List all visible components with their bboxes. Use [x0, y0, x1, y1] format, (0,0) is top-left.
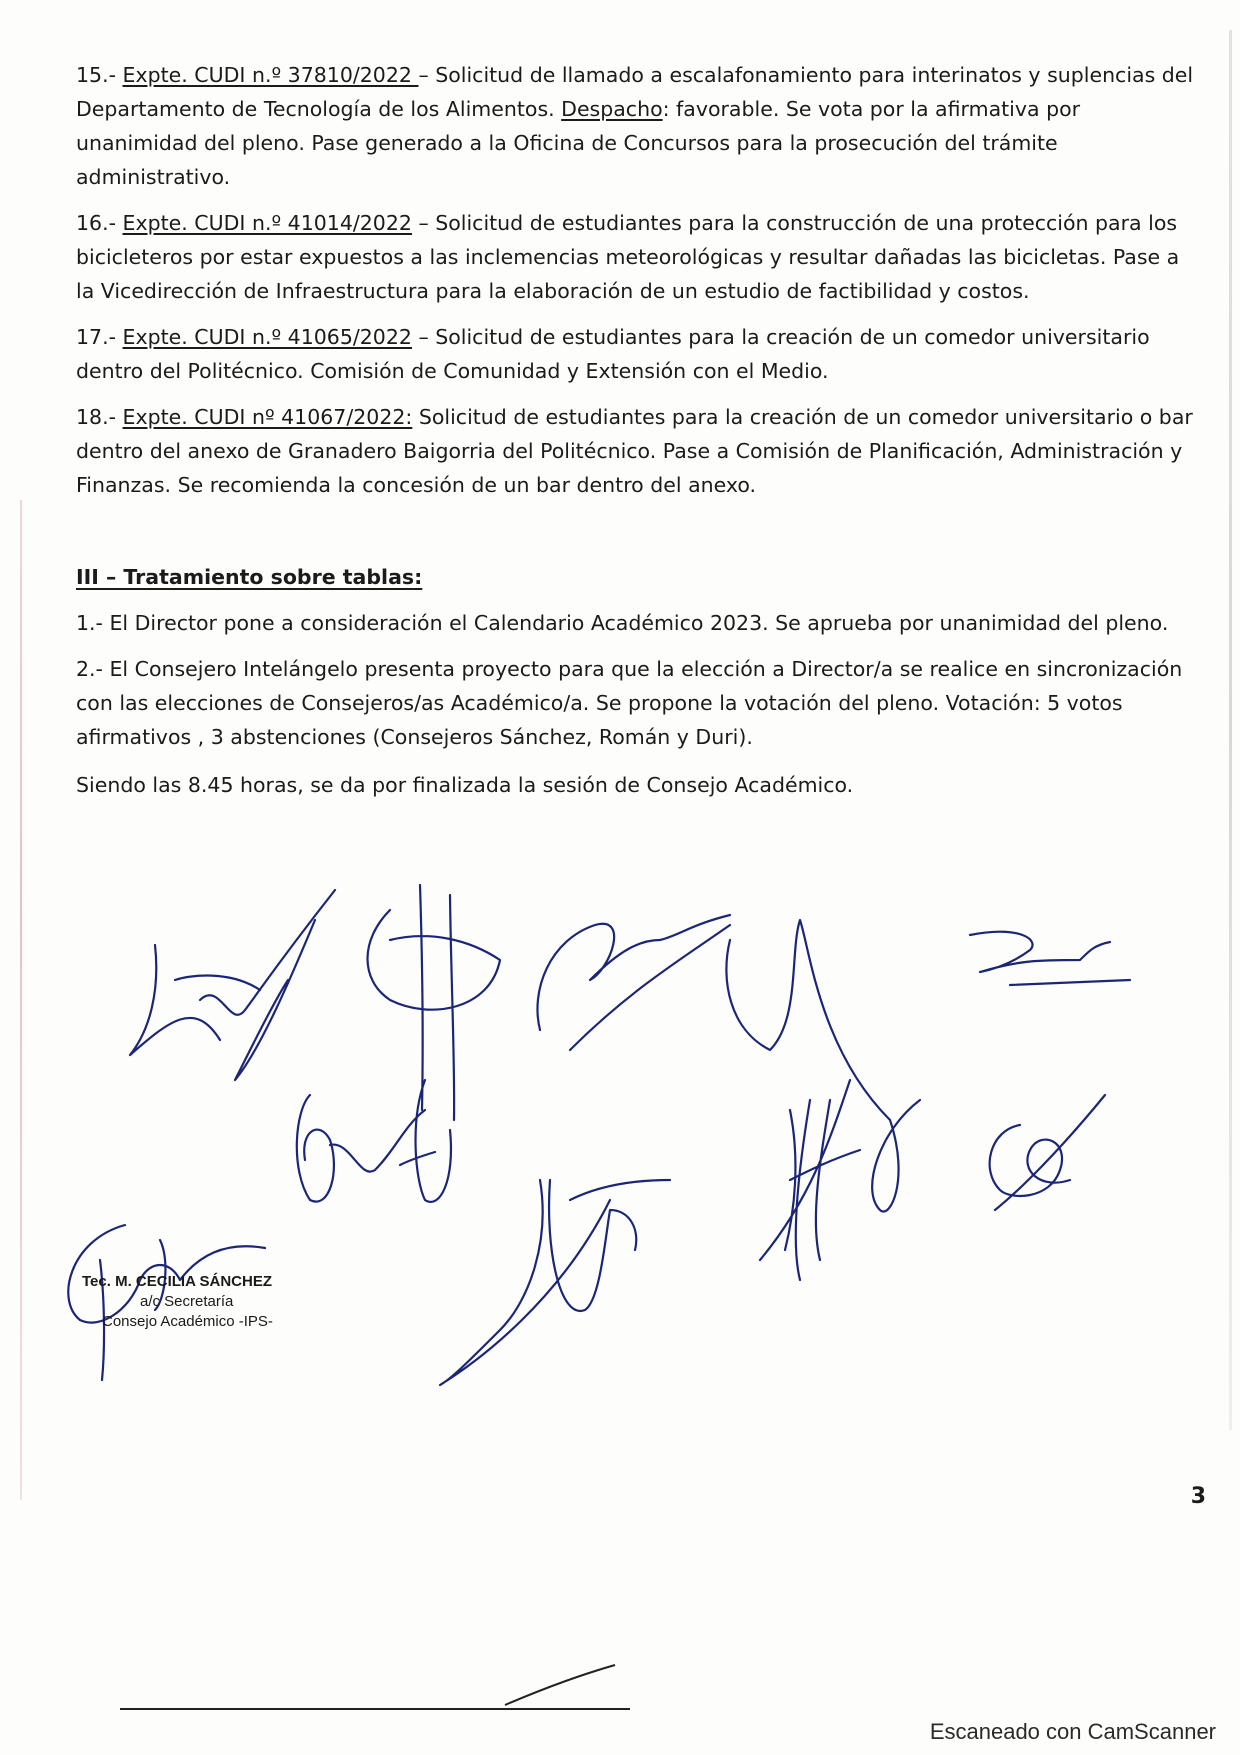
expediente-ref: Expte. CUDI n.º 37810/2022	[122, 63, 419, 87]
agenda-item-17: 17.- Expte. CUDI n.º 41065/2022 – Solicitud de estudiantes para la creación de un comedor universitario dentro del Politécnico. Comisión de Comunidad y Extensión con el Medio.	[76, 325, 1150, 383]
signature-9	[990, 1095, 1105, 1210]
section-title: III – Tratamiento sobre tablas:	[76, 565, 423, 589]
page-number: 3	[1190, 1484, 1206, 1509]
table-item-2: 2.- El Consejero Intelángelo presenta proyecto para que la elección a Director/a se realice en sincronización con las elecciones de Consejeros/as Académico/a. Se propone la votación del pleno. Votación: 5 votos afirmativos , 3 abstenciones (Consejeros Sánchez, Román y Duri).	[76, 657, 1183, 749]
stamp-name: Tec. M. CECILIA SÁNCHEZ	[82, 1273, 273, 1290]
signature-7	[440, 1180, 670, 1385]
expediente-ref: Expte. CUDI n.º 41014/2022	[122, 211, 412, 235]
secretary-stamp	[82, 1272, 273, 1332]
camscanner-watermark: Escaneado con CamScanner	[929, 1719, 1216, 1744]
agenda-item-15: 15.- Expte. CUDI n.º 37810/2022 – Solicitud de llamado a escalafonamiento para interinatos y suplencias del Departamento de Tecnología de los Alimentos. Despacho: favorable. Se vota por la afirmativa por unanimidad del pleno. Pase generado a la Oficina de Concursos para la prosecución del trámite administrativo.	[76, 63, 1194, 189]
despacho-label: Despacho	[561, 97, 663, 121]
agenda-item-16: 16.- Expte. CUDI n.º 41014/2022 – Solicitud de estudiantes para la construcción de una protección para los bicicleteros por estar expuestos a las inclemencias meteorológicas y resultar dañadas las bicicletas. Pase a la Vicedirección de Infraestructura para la elaboración de un estudio de factibilidad y costos.	[76, 211, 1180, 303]
table-item-1: 1.- El Director pone a consideración el Calendario Académico 2023. Se aprueba por unanimidad del pleno.	[76, 611, 1169, 635]
footer-stroke	[500, 1660, 620, 1710]
document-body	[76, 58, 1196, 814]
stamp-role: a/c Secretaría	[140, 1293, 234, 1310]
expediente-ref: Expte. CUDI nº 41067/2022:	[122, 405, 413, 429]
expediente-ref: Expte. CUDI n.º 41065/2022	[122, 325, 412, 349]
signature-5	[970, 932, 1130, 985]
signature-3	[537, 915, 730, 1050]
footer-line	[120, 1708, 630, 1710]
signature-1	[130, 890, 335, 1080]
signature-8	[760, 1080, 860, 1280]
agenda-item-18: 18.- Expte. CUDI nº 41067/2022: Solicitud de estudiantes para la creación de un comedor universitario o bar dentro del anexo de Granadero Baigorria del Politécnico. Pase a Comisión de Planificación, Administración y Finanzas. Se recomienda la concesión de un bar dentro del anexo.	[76, 405, 1193, 497]
signature-6	[297, 1095, 435, 1202]
scan-edge-left	[20, 500, 22, 1500]
signature-4	[726, 920, 920, 1212]
stamp-organization: Consejo Académico -IPS-	[102, 1313, 273, 1330]
closing-statement: Siendo las 8.45 horas, se da por finalizada la sesión de Consejo Académico.	[76, 773, 854, 797]
scan-edge-right	[1229, 30, 1232, 1430]
